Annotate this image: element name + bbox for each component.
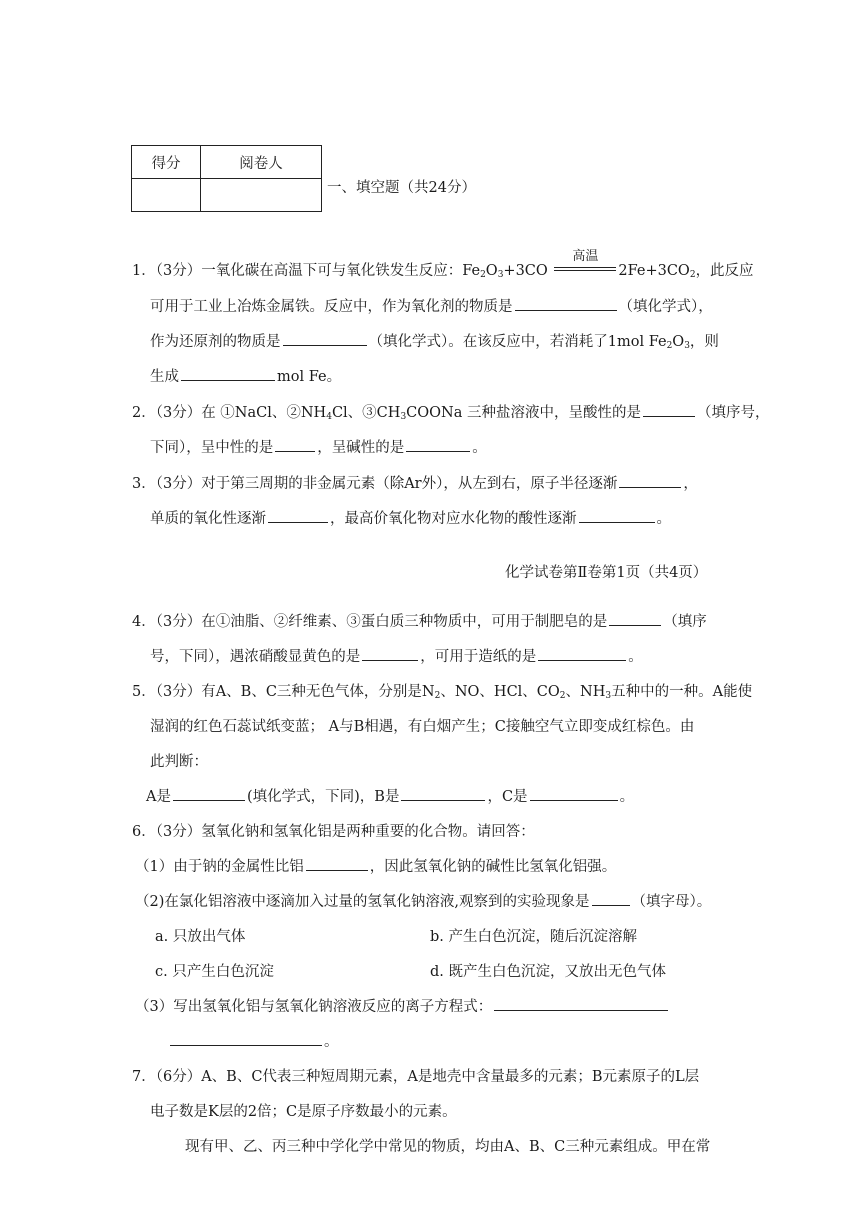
- q6-blank-1[interactable]: [306, 856, 368, 871]
- reviewer-cell[interactable]: [201, 179, 322, 212]
- q6-part1: （1）由于钠的金属性比铝 ，因此氢氧化钠的碱性比氢氧化铝强。: [135, 855, 616, 876]
- page-footer: 化学试卷第Ⅱ卷第1页（共4页）: [505, 565, 708, 581]
- q1-line4: 生成 mol Fe。: [150, 365, 341, 386]
- score-table: [131, 145, 322, 212]
- q7-line1: 7．（6分）A、B、C代表三种短周期元素，A是地壳中含量最多的元素；B元素原子的L层: [132, 1069, 700, 1085]
- q7-line2: 电子数是K层的2倍；C是原子序数最小的元素。: [150, 1104, 457, 1120]
- q6-blank-3[interactable]: [494, 996, 668, 1011]
- q4-line1: 4．（3分）在①油脂、②纤维素、③蛋白质三种物质中，可用于制肥皂的是 （填序: [132, 610, 707, 631]
- q4-blank-1[interactable]: [609, 611, 661, 626]
- q4-line2: 号，下同），遇浓硝酸显黄色的是 ，可用于造纸的是 。: [150, 645, 643, 666]
- q4-blank-3[interactable]: [538, 646, 626, 661]
- q5-line2: 湿润的红色石蕊试纸变蓝； A与B相遇，有白烟产生；C接触空气立即变成红棕色。由: [150, 719, 695, 735]
- q3-blank-3[interactable]: [579, 508, 655, 523]
- q3-blank-2[interactable]: [268, 508, 328, 523]
- q1-blank-3[interactable]: [181, 366, 275, 381]
- q2-line2: 下同），呈中性的是 ，呈碱性的是 。: [150, 436, 487, 457]
- q6-option-b: b. 产生白色沉淀，随后沉淀溶解: [430, 929, 637, 945]
- q5-line1: 5．（3分）有A、B、C三种无色气体，分别是$N_2$、NO、HCl、$CO_2$、$NH_3$五种中的一种。A能使: [132, 684, 753, 701]
- q3-blank-1[interactable]: [619, 473, 681, 488]
- q2-blank-1[interactable]: [643, 402, 695, 417]
- q6-blank-4[interactable]: [170, 1031, 322, 1046]
- q6-part3-cont: 。: [170, 1030, 339, 1051]
- q4-blank-2[interactable]: [362, 646, 418, 661]
- q5-blank-c[interactable]: [530, 786, 618, 801]
- q3-line2: 单质的氧化性逐渐 ，最高价氧化物对应水化物的酸性逐渐 。: [150, 507, 671, 528]
- q7-line3: 现有甲、乙、丙三种中学化学中常见的物质，均由A、B、C三种元素组成。甲在常: [185, 1139, 711, 1155]
- q6-blank-2[interactable]: [592, 891, 630, 906]
- q5-line3: 此判断：: [150, 754, 208, 770]
- q6-part3: （3）写出氢氧化铝与氢氧化钠溶液反应的离子方程式：: [135, 995, 670, 1016]
- q6-option-c: c. 只产生白色沉淀: [155, 964, 274, 980]
- score-cell[interactable]: [132, 179, 201, 212]
- q3-line1: 3．（3分）对于第三周期的非金属元素（除Ar外），从左到右，原子半径逐渐 ，: [132, 472, 698, 493]
- q1-line3: 作为还原剂的物质是 （填化学式）。在该反应中，若消耗了1mol $Fe_2O_3$，则: [150, 330, 719, 351]
- reaction-condition: 高温: [552, 261, 618, 275]
- q1-line2: 可用于工业上冶炼金属铁。反应中，作为氧化剂的物质是 （填化学式），: [150, 295, 713, 316]
- score-label: 得分: [132, 146, 201, 179]
- q1-line1: 1．（3分）一氧化碳在高温下可与氧化铁发生反应：$Fe_2O_3+3CO$ 高温 $2Fe+3CO_2$，此反应: [132, 249, 754, 280]
- q6-intro: 6．（3分）氢氧化钠和氢氧化铝是两种重要的化合物。请回答：: [132, 824, 535, 840]
- reviewer-label: 阅卷人: [201, 146, 322, 179]
- q6-option-d: d. 既产生白色沉淀，又放出无色气体: [430, 964, 666, 980]
- section-title: 一、填空题（共24分）: [327, 180, 476, 196]
- q2-blank-3[interactable]: [406, 437, 470, 452]
- q1-blank-1[interactable]: [515, 296, 617, 311]
- q6-part2: （2)在氯化铝溶液中逐滴加入过量的氢氧化钠溶液,观察到的实验现象是 （填字母）。: [135, 890, 711, 911]
- q6-option-a: a. 只放出气体: [155, 929, 246, 945]
- q2-blank-2[interactable]: [275, 437, 315, 452]
- q5-line4: A是 (填化学式，下同)，B是 ，C是 。: [146, 785, 634, 806]
- q1-blank-2[interactable]: [283, 331, 367, 346]
- q5-blank-b[interactable]: [401, 786, 485, 801]
- q5-blank-a[interactable]: [173, 786, 245, 801]
- q2-line1: 2．（3分）在 ①NaCl、$②NH_4Cl$、$③CH_3COONa$ 三种盐溶液中，呈酸性的是 （填序号，: [132, 401, 769, 422]
